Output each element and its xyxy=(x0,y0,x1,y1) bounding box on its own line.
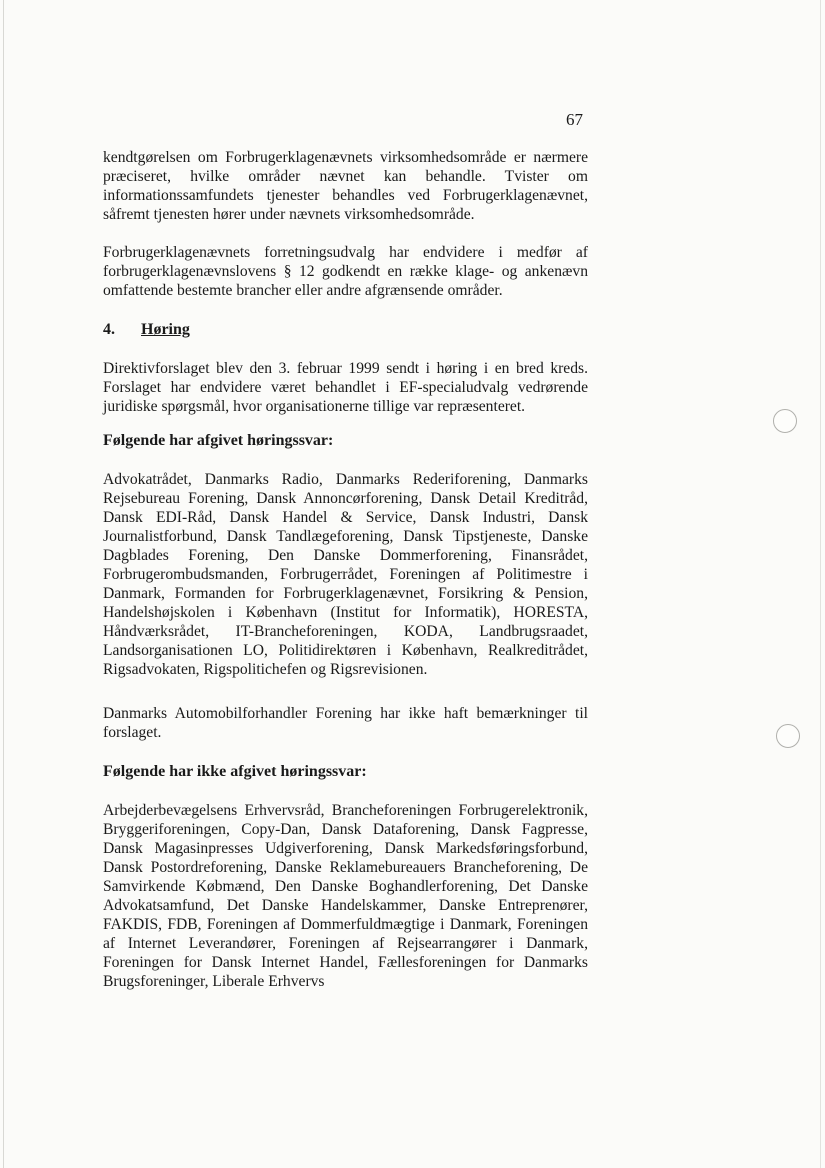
paragraph-complaints-board-area: kendtgørelsen om Forbrugerklagenævnets virksomhedsområde er nærmere præciseret, hvilke områder nævnet kan behandle. Tvister om informationssamfundets tjenester behandles ved Forbrugerklagenævnet, såfremt tjenesten hører under nævnets virksomhedsområde. xyxy=(103,149,588,223)
paragraph-no-comments: Danmarks Automobilforhandler Forening har ikke haft bemærkninger til forslaget. xyxy=(103,705,588,741)
page-right-edge xyxy=(820,0,821,1168)
subheading-not-responded: Følgende har ikke afgivet høringssvar: xyxy=(103,763,367,780)
paragraph-complaints-board-approval: Forbrugerklagenævnets forretningsudvalg har endvidere i medfør af forbrugerklagenævnslovens § 12 godkendt en række klage- og ankenævn omfattende bestemte brancher eller andre afgrænsende områder. xyxy=(103,244,588,299)
subheading-responded: Følgende har afgivet høringssvar: xyxy=(103,432,334,449)
page-number: 67 xyxy=(566,110,583,129)
punch-hole-bottom xyxy=(776,724,800,748)
paragraph-hearing-intro: Direktivforslaget blev den 3. februar 1999 sendt i høring i en bred kreds. Forslaget har endvidere været behandlet i EF-specialudvalg vedrørende juridiske spørgsmål, hvor organisationerne tillige var repræsenteret. xyxy=(103,360,588,415)
section-number: 4. xyxy=(103,321,115,338)
paragraph-respondents-list: Advokatrådet, Danmarks Radio, Danmarks Rederiforening, Danmarks Rejsebureau Forening, Dansk Annoncørforening, Dansk Detail Kreditråd, Dansk EDI-Råd, Dansk Handel & Service, Dansk Industri, Dansk Journalistforbund, Dansk Tandlægeforening, Dansk Tipstjeneste, Danske Dagblades Forening, Den Danske Dommerforening, Finansrådet, Forbrugerombudsmanden, Forbrugerrådet, Foreningen af Politimestre i Danmark, Formanden for Forbrugerklagenævnet, Forsikring & Pension, Handelshøjskolen i København (Institut for Informatik), HORESTA, Håndværksrådet, IT-Brancheforeningen, KODA, Landbrugsraadet, Landsorganisationen LO, Politidirektøren i København, Realkreditrådet, Rigsadvokaten, Rigspolitichefen og Rigsrevisionen. xyxy=(103,471,588,678)
section-title: Høring xyxy=(141,321,190,338)
paragraph-non-respondents-list: Arbejderbevægelsens Erhvervsråd, Brancheforeningen Forbrugerelektronik, Bryggeriforeningen, Copy-Dan, Dansk Dataforening, Dansk Fagpresse, Dansk Magasinpresses Udgiverforening, Dansk Markedsføringsforbund, Dansk Postordreforening, Danske Reklamebureauers Brancheforening, De Samvirkende Købmænd, Den Danske Boghandlerforening, Det Danske Advokatsamfund, Det Danske Handelskammer, Danske Entreprenører, FAKDIS, FDB, Foreningen af Dommerfuldmægtige i Danmark, Foreningen af Internet Leverandører, Foreningen af Rejsearrangører i Danmark, Foreningen for Dansk Internet Handel, Fællesforeningen for Danmarks Brugsforeninger, Liberale Erhvervs xyxy=(103,802,588,990)
punch-hole-top xyxy=(773,409,797,433)
page-left-edge xyxy=(3,0,4,1168)
